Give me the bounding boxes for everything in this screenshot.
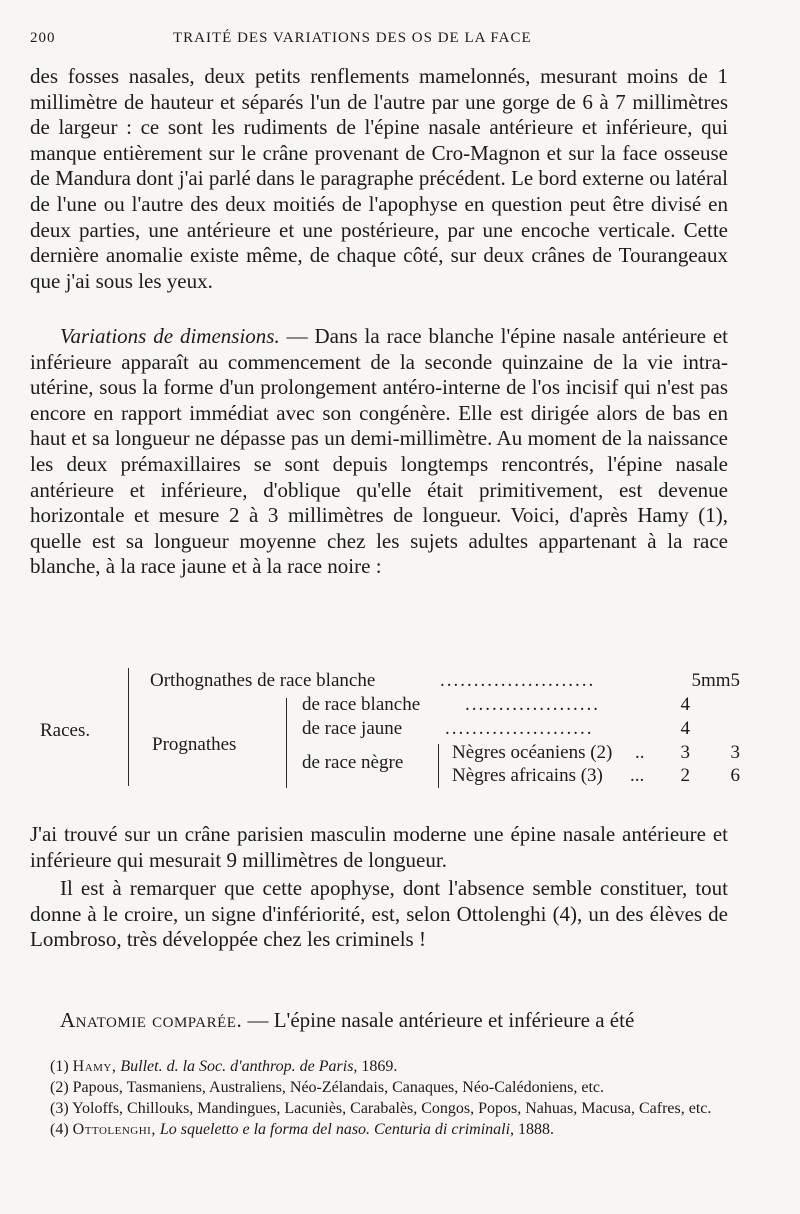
footnote-4 (30, 1119, 728, 1140)
footnote-4-number: (4) (50, 1121, 69, 1138)
row-blanche-value: 4 (680, 694, 690, 715)
footnote-1-title: Bullet. d. la Soc. d'anthrop. de Paris, (120, 1058, 358, 1075)
section-heading-variations: Variations de dimensions. (60, 324, 280, 348)
row-africains-value-1: 2 (680, 765, 690, 786)
orthognathes-label: Orthognathes de race blanche (150, 670, 376, 691)
measurement-table (30, 664, 742, 794)
row-oceaniens-label: Nègres océaniens (2) (452, 742, 613, 763)
races-label: Races. (40, 720, 91, 741)
races-brace (120, 668, 129, 786)
row-jaune-label: de race jaune (302, 718, 403, 739)
row-blanche-label: de race blanche (302, 694, 421, 715)
paragraph-2-text: — Dans la race blanche l'épine nasale antérieure et inférieure apparaît au commencement de la seconde quinzaine de la vie intra-utérine, sous la forme d'un prolongement antéro-interne de l'os incisif qui n'est pas encore en rapport immédiat avec son congénère. Elle est dirigée alors de bas en haut et sa longueur ne dépasse pas un demi-millimètre. Au moment de la naissance les deux prémaxillaires se sont depuis longtemps rencontrés, l'épine nasale antérieure et inférieure, d'oblique qu'elle était primitivement, est devenue horizontale et mesure 2 à 3 millimètres de longueur. Voici, d'après Hamy (1), quelle est sa longueur moyenne chez les sujets adultes appartenant à la race blanche, à la race jaune et à la race noire : (30, 324, 728, 579)
page-header (30, 30, 730, 52)
negre-label: de race nègre (302, 752, 404, 773)
footnote-1-number: (1) (50, 1058, 69, 1075)
negre-brace (438, 744, 445, 788)
row-oceaniens-dots: .. (635, 742, 645, 763)
paragraph-2 (30, 324, 728, 580)
row-jaune-value: 4 (680, 718, 690, 739)
footnote-1 (30, 1056, 728, 1077)
footnote-3: (3) Yoloffs, Chillouks, Mandingues, Lacuniès, Carabalès, Congos, Popos, Nahuas, Macusa, Cafres, etc. (50, 1100, 712, 1117)
prognathes-brace (286, 698, 293, 788)
row-blanche-dots: .................... (465, 694, 600, 715)
footnote-4-title: Lo squeletto e la forma del naso. Centuria di criminali, (159, 1121, 515, 1138)
footnote-1-year: 1869. (357, 1058, 398, 1075)
footnote-1-author: Hamy, (72, 1058, 117, 1075)
row-oceaniens-value-2: 3 (730, 742, 740, 763)
row-africains-label: Nègres africains (3) (452, 765, 603, 786)
paragraph-5 (30, 1008, 728, 1034)
orthognathes-dots: ....................... (440, 670, 596, 691)
page-number: 200 (30, 30, 56, 46)
prognathes-label: Prognathes (152, 734, 237, 755)
row-africains-value-2: 6 (730, 765, 740, 786)
paragraph-1: des fosses nasales, deux petits renflements mamelonnés, mesurant moins de 1 millimètre de hauteur et séparés l'un de l'autre par une gorge de 6 à 7 millimètres de largeur : ce sont les rudiments de l'épine nasale antérieure et inférieure, qui manque entièrement sur le crâne provenant de Cro-Magnon et sur la face osseuse de Mandura dont j'ai parlé dans le paragraphe précédent. Le bord externe ou latéral de l'une ou l'autre des deux moitiés de l'apophyse en question peut être divisé en deux parties, une antérieure et une postérieure, par une encoche verticale. Cette dernière anomalie existe même, de chaque côté, sur deux crânes de Tourangeaux que j'ai sous les yeux. (30, 64, 728, 293)
paragraph-3: J'ai trouvé sur un crâne parisien masculin moderne une épine nasale antérieure et inférieure qui mesurait 9 millimètres de longueur. (30, 822, 728, 872)
row-oceaniens-value-1: 3 (680, 742, 690, 763)
footnote-2: (2) Papous, Tasmaniens, Australiens, Néo-Zélandais, Canaques, Néo-Calédoniens, etc. (50, 1079, 604, 1096)
footnote-4-year: 1888. (514, 1121, 555, 1138)
paragraph-4: Il est à remarquer que cette apophyse, dont l'absence semble constituer, tout donne à le croire, un signe d'infériorité, est, selon Ottolenghi (4), un des élèves de Lombroso, très développée chez les criminels ! (30, 876, 728, 952)
running-title: TRAITÉ DES VARIATIONS DES OS DE LA FACE (173, 30, 532, 46)
paragraph-5-text: — L'épine nasale antérieure et inférieure a été (242, 1008, 635, 1032)
orthognathes-value: 5mm5 (691, 670, 740, 691)
footnotes (30, 1056, 728, 1140)
footnote-4-author: Ottolenghi, (72, 1121, 156, 1138)
row-jaune-dots: ...................... (445, 718, 594, 739)
section-heading-anatomie: Anatomie comparée. (60, 1008, 243, 1032)
row-africains-dots: ... (630, 765, 645, 786)
